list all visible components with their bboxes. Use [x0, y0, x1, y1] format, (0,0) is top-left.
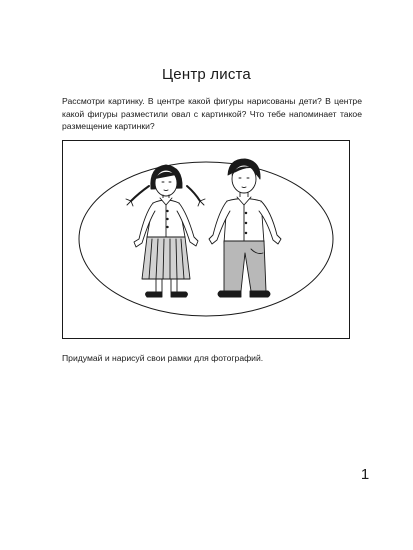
picture-frame [62, 140, 350, 339]
illustration [63, 141, 349, 338]
oval-shape [79, 162, 333, 316]
page-title: Центр листа [162, 66, 251, 83]
page-number: 1 [360, 466, 370, 483]
task-text: Рассмотри картинку. В центре какой фигуры нарисованы дети? В центре какой фигуры разместили овал с картинкой? Что тебе напоминает такое размещение картинки? [62, 96, 362, 131]
drawing-instruction: Придумай и нарисуй свои рамки для фотографий. [62, 353, 264, 363]
boy-figure [209, 159, 281, 297]
girl-figure [126, 165, 205, 297]
